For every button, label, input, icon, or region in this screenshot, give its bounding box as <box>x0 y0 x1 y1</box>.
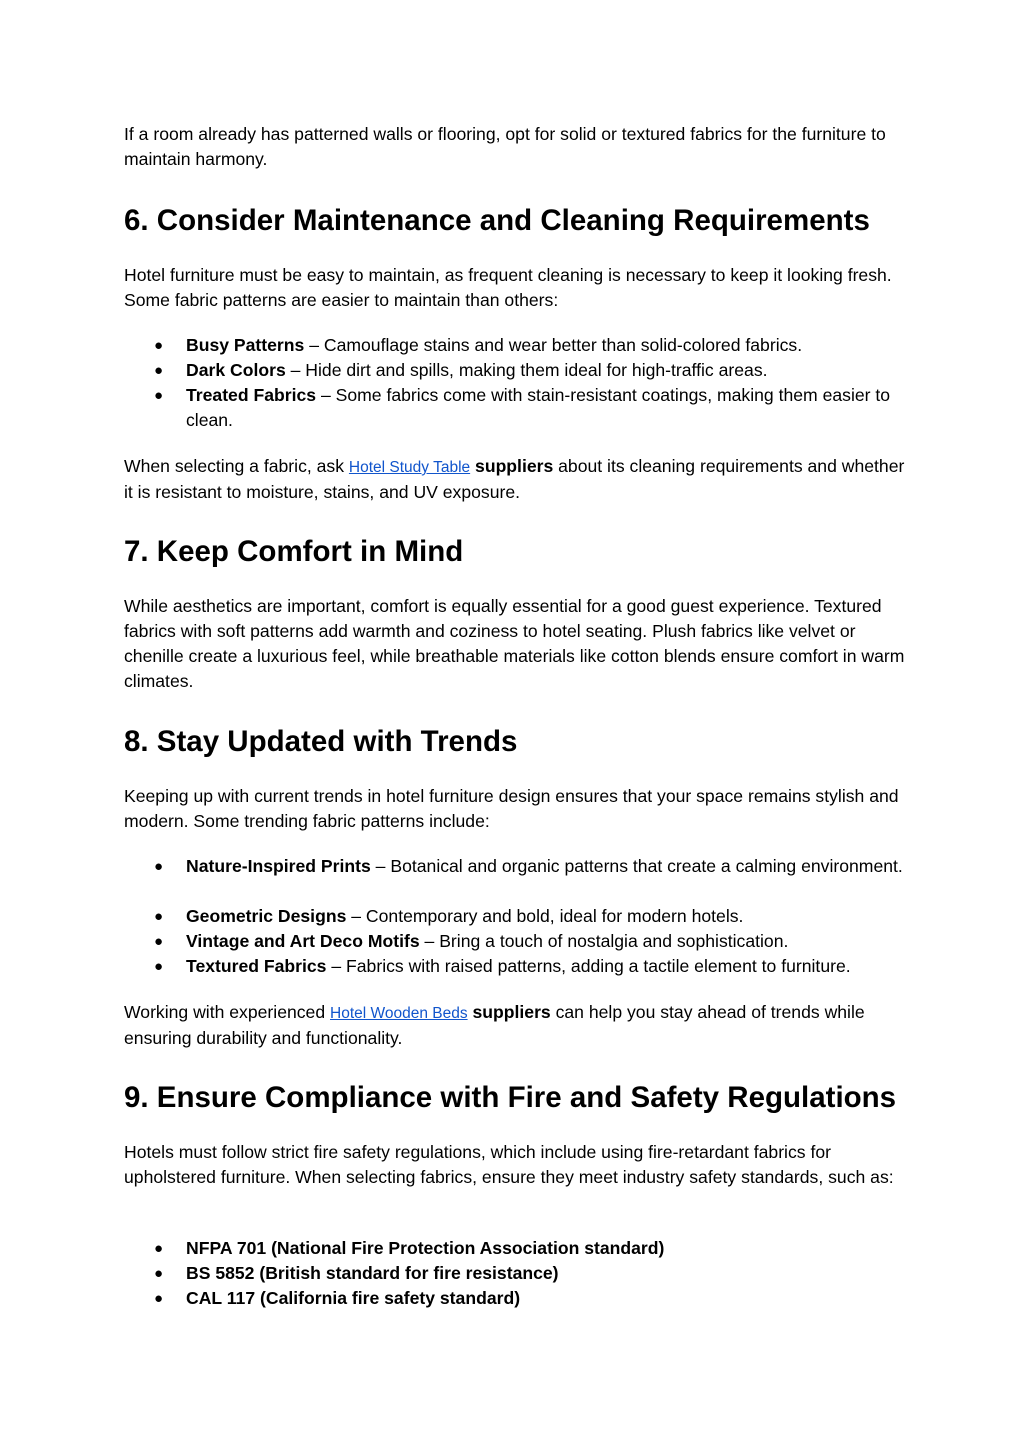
list-item-term: Nature-Inspired Prints <box>186 856 371 876</box>
intro-paragraph: If a room already has patterned walls or flooring, opt for solid or textured fabrics for the furniture to maintain harmony. <box>124 124 886 169</box>
list-item-term: BS 5852 (British standard for fire resistance) <box>186 1263 559 1283</box>
hotel-study-table-link[interactable]: Hotel Study Table <box>348 459 471 476</box>
list-item-term: Dark Colors <box>186 360 286 380</box>
section-6-heading: 6. Consider Maintenance and Cleaning Requirements <box>124 204 870 237</box>
section-9-heading: 9. Ensure Compliance with Fire and Safety Regulations <box>124 1081 897 1114</box>
bullet-icon: ● <box>154 362 164 379</box>
section-8-paragraph: Keeping up with current trends in hotel furniture design ensures that your space remains stylish and modern. Some trending fabric patterns include: <box>124 786 899 831</box>
list-item-desc: – Hide dirt and spills, making them ideal for high-traffic areas. <box>285 360 768 380</box>
section-7-heading: 7. Keep Comfort in Mind <box>124 535 464 568</box>
list-item-desc: – Camouflage stains and wear better than solid-colored fabrics. <box>304 335 803 355</box>
list-item-term: Treated Fabrics <box>186 385 317 405</box>
list-item-term: Geometric Designs <box>186 906 347 926</box>
bullet-icon: ● <box>154 1265 164 1282</box>
list-item-desc: – Fabrics with raised patterns, adding a tactile element to furniture. <box>326 956 851 976</box>
section-8-heading: 8. Stay Updated with Trends <box>124 725 518 758</box>
suppliers-bold: suppliers <box>472 1002 551 1022</box>
suppliers-bold: suppliers <box>475 456 554 476</box>
section-8-supplier-paragraph: Working with experienced Hotel Wooden Beds suppliers can help you stay ahead of trends while ensuring durability and functionality. <box>124 1002 865 1048</box>
list-item-term: Vintage and Art Deco Motifs <box>186 931 420 951</box>
list-item-desc: – Some fabrics come with stain-resistant coatings, making them easier to clean. <box>186 385 891 430</box>
section-7-paragraph: While aesthetics are important, comfort is equally essential for a good guest experience. Textured fabrics with soft patterns add warmth and coziness to hotel seating. Plush fabrics like velvet or chenille create a luxurious feel, while breathable materials like cotton blends ensure comfort in warm climates. <box>124 596 905 691</box>
bullet-icon: ● <box>154 1290 164 1307</box>
bullet-icon: ● <box>154 1240 164 1257</box>
bullet-icon: ● <box>154 933 164 950</box>
list-item-term: NFPA 701 (National Fire Protection Association standard) <box>186 1238 665 1258</box>
bullet-icon: ● <box>154 858 164 875</box>
list-item-term: Textured Fabrics <box>186 956 327 976</box>
section-6-paragraph: Hotel furniture must be easy to maintain, as frequent cleaning is necessary to keep it looking fresh. Some fabric patterns are easier to maintain than others: <box>124 265 892 310</box>
bullet-icon: ● <box>154 337 164 354</box>
list-item-desc: – Contemporary and bold, ideal for modern hotels. <box>346 906 744 926</box>
bullet-icon: ● <box>154 958 164 975</box>
section-6-supplier-paragraph: When selecting a fabric, ask Hotel Study Table suppliers about its cleaning requirements and whether it is resistant to moisture, stains, and UV exposure. <box>124 456 905 502</box>
list-item-term: CAL 117 (California fire safety standard) <box>186 1288 521 1308</box>
bullet-icon: ● <box>154 908 164 925</box>
list-item-desc: – Bring a touch of nostalgia and sophistication. <box>419 931 789 951</box>
list-item-term: Busy Patterns <box>186 335 305 355</box>
hotel-wooden-beds-link[interactable]: Hotel Wooden Beds <box>330 1005 468 1022</box>
bullet-icon: ● <box>154 387 164 404</box>
list-item-desc: – Botanical and organic patterns that create a calming environment. <box>370 856 903 876</box>
section-9-paragraph: Hotels must follow strict fire safety regulations, which include using fire-retardant fabrics for upholstered furniture. When selecting fabrics, ensure they meet industry safety standards, such as: <box>124 1142 894 1187</box>
